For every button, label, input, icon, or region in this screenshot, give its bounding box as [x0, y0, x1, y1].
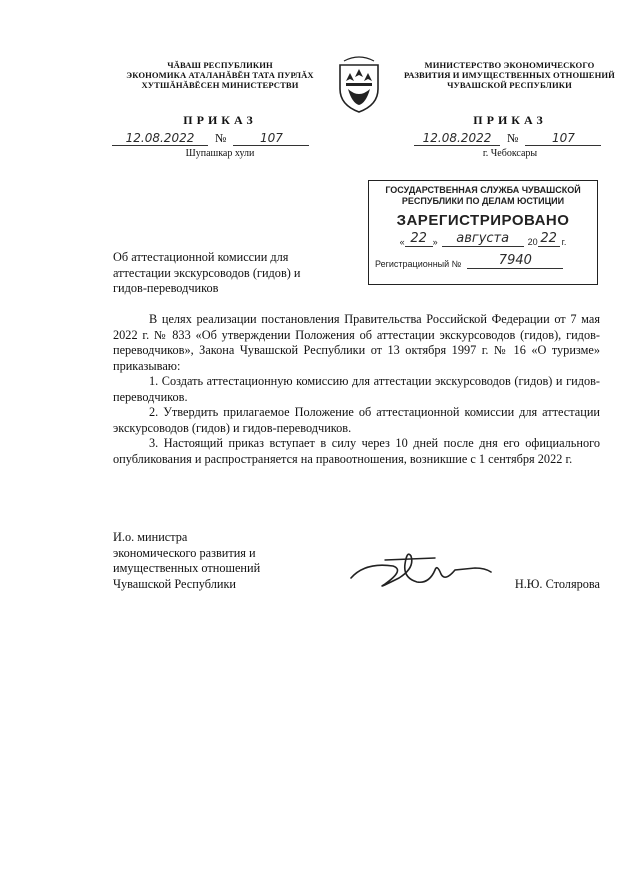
- stamp-day: 22: [405, 231, 433, 247]
- left-org-line: ЧĂВАШ РЕСПУБЛИКИН: [167, 60, 273, 70]
- stamp-status: ЗАРЕГИСТРИРОВАНО: [396, 212, 570, 229]
- right-date-number-row: [414, 131, 614, 146]
- left-number-sign: №: [215, 131, 227, 145]
- stamp-year-prefix: 20: [527, 237, 538, 247]
- stamp-quote-close: »: [432, 237, 438, 247]
- title-line: аттестации экскурсоводов (гидов) и: [113, 265, 301, 280]
- right-prikaz-label: ПРИКАЗ: [473, 113, 547, 127]
- body-paragraph: 3. Настоящий приказ вступает в силу через 10 дней после дня его официального опубликования и распространяется на правоотношения, возникшие с 1 сентября 2022 г.: [113, 436, 600, 466]
- left-date-number-row: [112, 131, 312, 146]
- position-line: имущественных отношений: [113, 561, 261, 575]
- left-order-number: 107: [233, 131, 309, 146]
- coat-of-arms-emblem: [336, 55, 382, 115]
- stamp-year: 22: [538, 231, 560, 247]
- right-org-line: ЧУВАШСКОЙ РЕСПУБЛИКИ: [447, 80, 572, 90]
- handwritten-signature: [345, 548, 495, 593]
- stamp-reg-label: Регистрационный №: [375, 259, 462, 269]
- stamp-line: РЕСПУБЛИКИ ПО ДЕЛАМ ЮСТИЦИИ: [401, 196, 565, 206]
- signatory-name: Н.Ю. Столярова: [514, 577, 600, 591]
- position-line: И.о. министра: [113, 530, 188, 544]
- stamp-line: ГОСУДАРСТВЕННАЯ СЛУЖБА ЧУВАШСКОЙ: [385, 185, 581, 195]
- left-city: Шупашкар хули: [185, 148, 255, 159]
- stamp-month: августа: [442, 231, 524, 247]
- right-order-number: 107: [525, 131, 601, 146]
- left-org-header: [120, 60, 320, 90]
- position-line: Чувашской Республики: [113, 576, 237, 591]
- left-org-line: ЭКОНОМИКА АТАЛАНĂВĔН ТАТА ПУРЛĂХ: [126, 70, 314, 80]
- registration-stamp: [368, 180, 598, 285]
- stamp-quote-open: «: [399, 237, 405, 247]
- signatory-position: [113, 530, 333, 592]
- stamp-year-mark: г.: [561, 237, 567, 247]
- stamp-date-row: [375, 231, 591, 247]
- left-prikaz-label: ПРИКАЗ: [183, 113, 257, 127]
- right-number-sign: №: [507, 131, 519, 145]
- right-order-date: 12.08.2022: [414, 131, 500, 146]
- body-paragraph: 2. Утвердить прилагаемое Положение об аттестационной комиссии для аттестации экскурсоводов (гидов) и гидов-переводчиков.: [113, 405, 600, 435]
- right-city: г. Чебоксары: [482, 148, 538, 159]
- title-line: Об аттестационной комиссии для: [113, 250, 289, 264]
- position-line: экономического развития и: [113, 545, 256, 560]
- body-paragraph: 1. Создать аттестационную комиссию для аттестации экскурсоводов (гидов) и гидов-переводчиков.: [113, 374, 600, 404]
- body-paragraph: В целях реализации постановления Правительства Российской Федерации от 7 мая 2022 г. № 833 «Об утверждении Положения об аттестации экскурсоводов (гидов), гидов-переводчиков», Закона Чувашской Республики от 13 октября 1997 г. № 16 «О туризме» приказываю:: [113, 312, 600, 373]
- right-org-line: РАЗВИТИЯ И ИМУЩЕСТВЕННЫХ ОТНОШЕНИЙ: [404, 70, 615, 80]
- title-line: гидов-переводчиков: [113, 281, 219, 295]
- stamp-reg-number: 7940: [467, 253, 563, 269]
- left-order-date: 12.08.2022: [112, 131, 208, 146]
- left-org-line: ХУТШĂНĂВĔСЕН МИНИСТЕРСТВИ: [141, 80, 299, 90]
- right-org-line: МИНИСТЕРСТВО ЭКОНОМИЧЕСКОГО: [424, 60, 595, 70]
- document-title: [113, 250, 353, 297]
- right-org-header: [397, 60, 622, 90]
- stamp-reg-row: [375, 253, 591, 269]
- document-body: [113, 312, 600, 467]
